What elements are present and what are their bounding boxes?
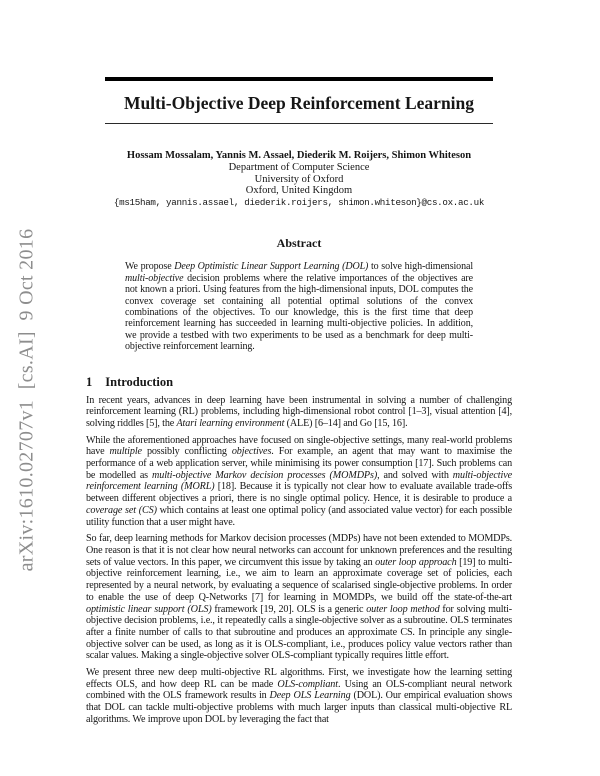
paragraph: So far, deep learning methods for Markov decision processes (MDPs) have not been extended to MOMDPs. One reason is that it is not clear how neural networks can account for unknown preferences and the resulting sets of value vectors. In this paper, we circumvent this issue by taking an outer loop approach [19] to multi-objective reinforcement learning, i.e., we aim to learn an approximate coverage set of policies, each represented by a neural network, by evaluating a sequence of scalarised single-objective problems. In order to enable the use of deep Q-Networks [7] for learning in MOMDPs, we build off the state-of-the-art optimistic linear support (OLS) framework [19, 20]. OLS is a generic outer loop method for solving multi-objective decision problems, i.e., it repeatedly calls a single-objective solver as a subroutine. OLS terminates after a finite number of calls to that subroutine and produces an approximate CS. In principle any single-objective solver can be used, as long as it is OLS-compliant, i.e., produces policy value vectors rather than scalar values. Making a single-objective solver OLS-compliant typically requires little effort. (86, 533, 513, 662)
authors-block (86, 150, 512, 208)
authors-line: Hossam Mossalam, Yannis M. Assael, Diederik M. Roijers, Shimon Whiteson (126, 150, 472, 162)
paragraph: While the aforementioned approaches have focused on single-objective settings, many real-world problems have multiple possibly conflicting objectives. For example, an agent that may want to maximise the performance of a web application server, while minimising its power consumption [17]. Such problems can be modelled as multi-objective Markov decision processes (MOMDPs), and solved with multi-objective reinforcement learning (MORL) [18]. Because it is typically not clear how to evaluate available trade-offs between different objectives a priori, there is no single optimal policy. Hence, it is desirable to produce a coverage set (CS) which contains at least one optimal policy (and associated value vector) for each possible utility function that a user might have. (86, 434, 513, 528)
section-title: Introduction (105, 374, 174, 389)
paper-title: Multi-Objective Deep Reinforcement Learning (123, 92, 475, 113)
arxiv-stamp: arXiv:1610.02707v1 [cs.AI] 9 Oct 2016 (15, 228, 38, 572)
affiliation-university: University of Oxford (254, 173, 344, 185)
affiliation-location: Oxford, United Kingdom (245, 184, 353, 196)
abstract-heading: Abstract (276, 236, 322, 251)
author-emails: {ms15ham, yannis.assael, diederik.roijers, shimon.whiteson}@cs.ox.ac.uk (113, 197, 485, 209)
section-number: 1 (86, 374, 93, 389)
title-rule-top (105, 77, 493, 81)
affiliation-department: Department of Computer Science (228, 162, 370, 174)
abstract-text: We propose Deep Optimistic Linear Support Learning (DOL) to solve high-dimensional multi-objective decision problems where the relative importances of the objectives are not known a priori. Using features from the high-dimensional inputs, DOL computes the convex coverage set containing all potential optimal solutions of the convex combinations of the objectives. To our knowledge, this is the first time that deep reinforcement learning has succeeded in learning multi-objective policies. In addition, we provide a testbed with two experiments to be used as a benchmark for deep multi-objective reinforcement learning. (125, 261, 473, 353)
section-heading (86, 375, 512, 390)
introduction-paragraphs (86, 395, 512, 726)
paper-content (86, 0, 512, 726)
title-block (86, 77, 512, 124)
paragraph: We present three new deep multi-objective RL algorithms. First, we investigate how the learning setting effects OLS, and how deep RL can be made OLS-compliant. Using an OLS-compliant neural network combined with the OLS framework results in Deep OLS Learning (DOL). Our empirical evaluation shows that DOL can tackle multi-objective problems with much larger inputs than classical multi-objective RL algorithms. We improve upon DOL by leveraging the fact that (86, 667, 512, 725)
title-rule-bottom (105, 123, 493, 125)
paragraph: In recent years, advances in deep learning have been instrumental in solving a number of challenging reinforcement learning (RL) problems, including high-dimensional robot control [1–3], visual attention [4], solving riddles [5], the Atari learning environment (ALE) [6–14] and Go [15, 16]. (86, 394, 512, 429)
